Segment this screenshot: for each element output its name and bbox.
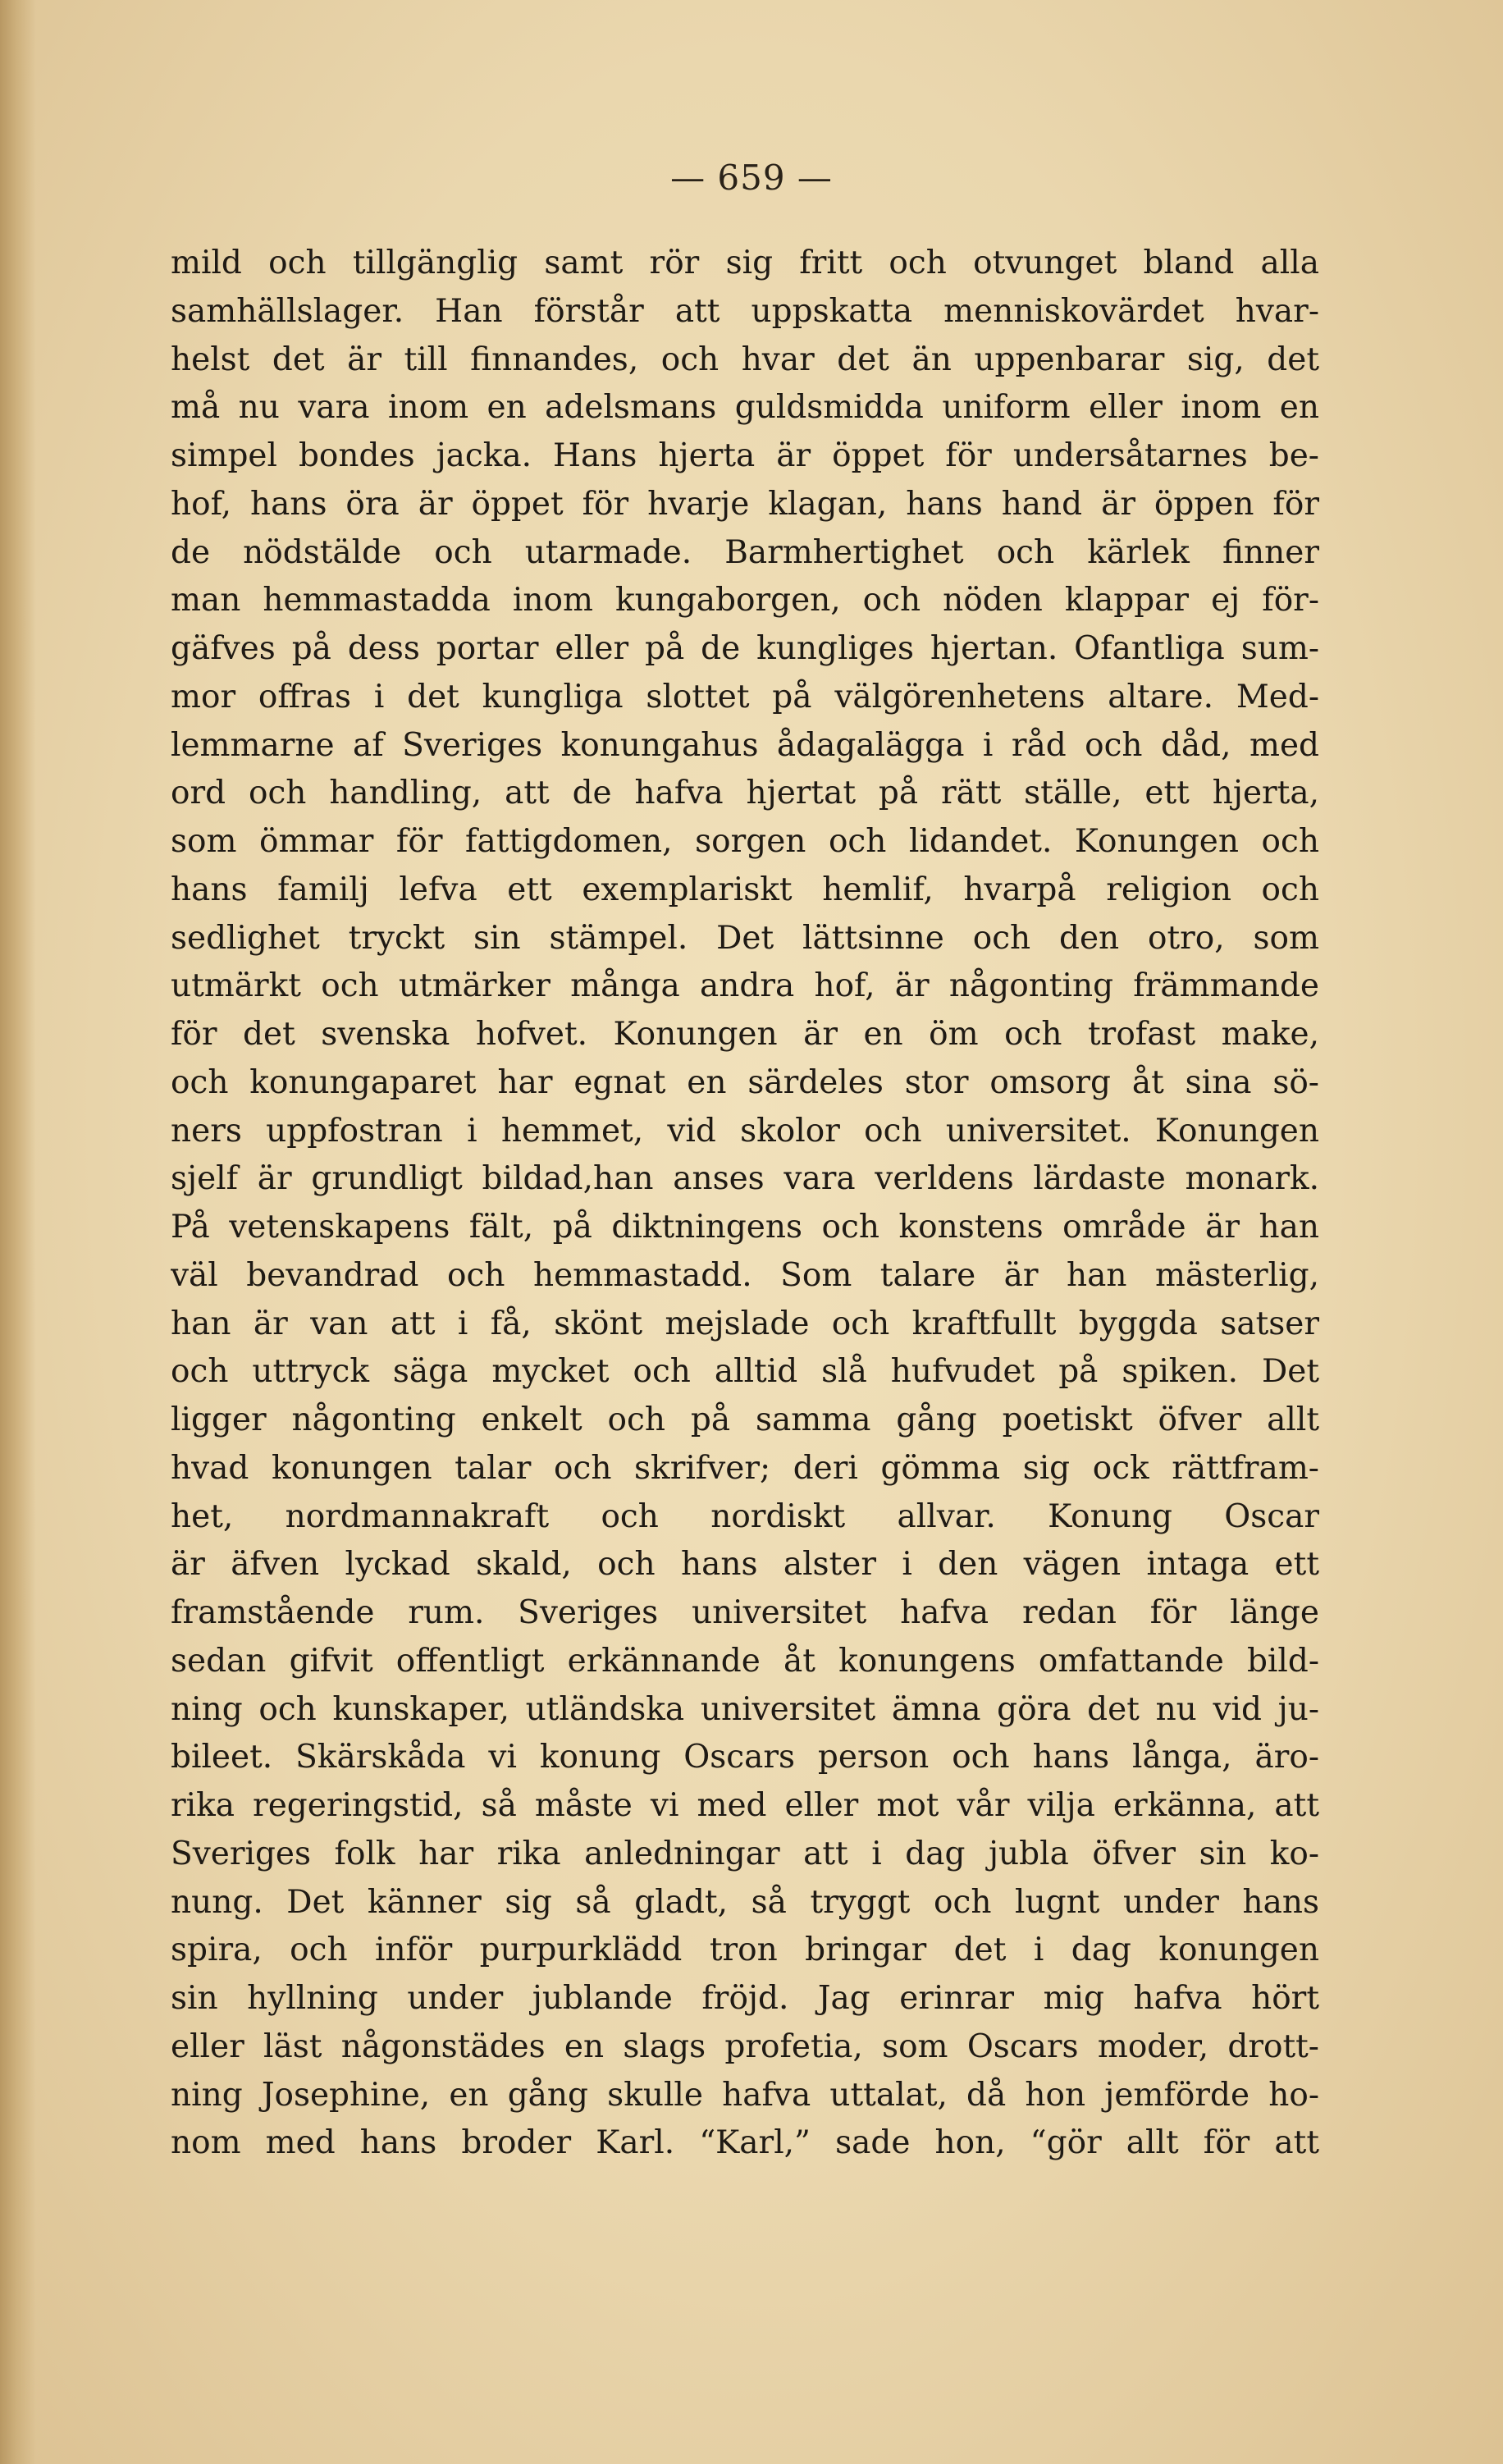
text-line: het, nordmannakraft och nordiskt allvar. Konung Oscar <box>171 1497 1319 1535</box>
page-number: — 659 — <box>670 158 833 198</box>
text-line: samhällslager. Han förstår att uppskatta menniskovärdet hvar- <box>171 292 1319 330</box>
text-line: framstående rum. Sveriges universitet hafva redan för länge <box>171 1594 1319 1631</box>
text-line: och uttryck säga mycket och alltid slå hufvudet på spiken. Det <box>171 1353 1319 1391</box>
text-line: rika regeringstid, så måste vi med eller mot vår vilja erkänna, att <box>171 1787 1319 1824</box>
text-line: är äfven lyckad skald, och hans alster i den vägen intaga ett <box>171 1546 1319 1584</box>
text-line: och konungaparet har egnat en särdeles stor omsorg åt sina sö- <box>171 1063 1319 1101</box>
text-line: På vetenskapens fält, på diktningens och konstens område är han <box>171 1209 1319 1246</box>
text-line: eller läst någonstädes en slags profetia, som Oscars moder, drott- <box>171 2027 1319 2065</box>
text-line: simpel bondes jacka. Hans hjerta är öppet för undersåtarnes be- <box>171 437 1319 474</box>
text-line: Sveriges folk har rika anledningar att i dag jubla öfver sin ko- <box>171 1835 1319 1872</box>
text-line: bileet. Skärskåda vi konung Oscars person och hans långa, äro- <box>171 1739 1319 1776</box>
text-line: ners uppfostran i hemmet, vid skolor och universitet. Konungen <box>171 1112 1319 1150</box>
text-line: mor offras i det kungliga slottet på välgörenhetens altare. Med- <box>171 678 1319 715</box>
body-text <box>171 240 1319 2168</box>
text-line: de nödstälde och utarmade. Barmhertighet och kärlek finner <box>171 533 1319 571</box>
text-line: utmärkt och utmärker många andra hof, är någonting främmande <box>171 967 1319 1005</box>
text-line: sedlighet tryckt sin stämpel. Det lättsinne och den otro, som <box>171 919 1319 957</box>
text-line: för det svenska hofvet. Konungen är en öm och trofast make, <box>171 1016 1319 1053</box>
text-line: som ömmar för fattigdomen, sorgen och lidandet. Konungen och <box>171 823 1319 860</box>
text-line: nom med hans broder Karl. “Karl,” sade hon, “gör allt för att <box>171 2124 1319 2162</box>
text-line: väl bevandrad och hemmastadd. Som talare är han mästerlig, <box>171 1256 1319 1294</box>
text-line: mild och tillgänglig samt rör sig fritt och otvunget bland alla <box>171 245 1319 281</box>
text-line: hans familj lefva ett exemplariskt hemlif, hvarpå religion och <box>171 871 1319 908</box>
text-line: sedan gifvit offentligt erkännande åt konungens omfattande bild- <box>171 1642 1319 1680</box>
text-line: ligger någonting enkelt och på samma gång poetiskt öfver allt <box>171 1401 1319 1438</box>
text-line: gäfves på dess portar eller på de kungliges hjertan. Ofantliga sum- <box>171 630 1319 667</box>
text-line: helst det är till finnandes, och hvar det än uppenbarar sig, det <box>171 341 1319 378</box>
page-edge-shadow <box>0 0 36 2464</box>
text-line: spira, och inför purpurklädd tron bringar det i dag konungen <box>171 1931 1319 1969</box>
text-line: ning och kunskaper, utländska universitet ämna göra det nu vid ju- <box>171 1690 1319 1728</box>
text-line: sin hyllning under jublande fröjd. Jag erinrar mig hafva hört <box>171 1980 1319 2017</box>
text-line: ning Josephine, en gång skulle hafva uttalat, då hon jemförde ho- <box>171 2076 1319 2114</box>
text-line: han är van att i få, skönt mejslade och kraftfullt byggda satser <box>171 1305 1319 1342</box>
text-line: må nu vara inom en adelsmans guldsmidda uniform eller inom en <box>171 389 1319 427</box>
text-line: lemmarne af Sveriges konungahus ådagalägga i råd och dåd, med <box>171 726 1319 764</box>
text-line: sjelf är grundligt bildad,han anses vara verldens lärdaste monark. <box>171 1160 1319 1198</box>
text-line: hof, hans öra är öppet för hvarje klagan, hans hand är öppen för <box>171 485 1319 523</box>
text-line: man hemmastadda inom kungaborgen, och nöden klappar ej för- <box>171 582 1319 619</box>
text-line: nung. Det känner sig så gladt, så tryggt och lugnt under hans <box>171 1883 1319 1921</box>
text-line: ord och handling, att de hafva hjertat på rätt ställe, ett hjerta, <box>171 775 1319 812</box>
text-line: hvad konungen talar och skrifver; deri gömma sig ock rättfram- <box>171 1449 1319 1487</box>
